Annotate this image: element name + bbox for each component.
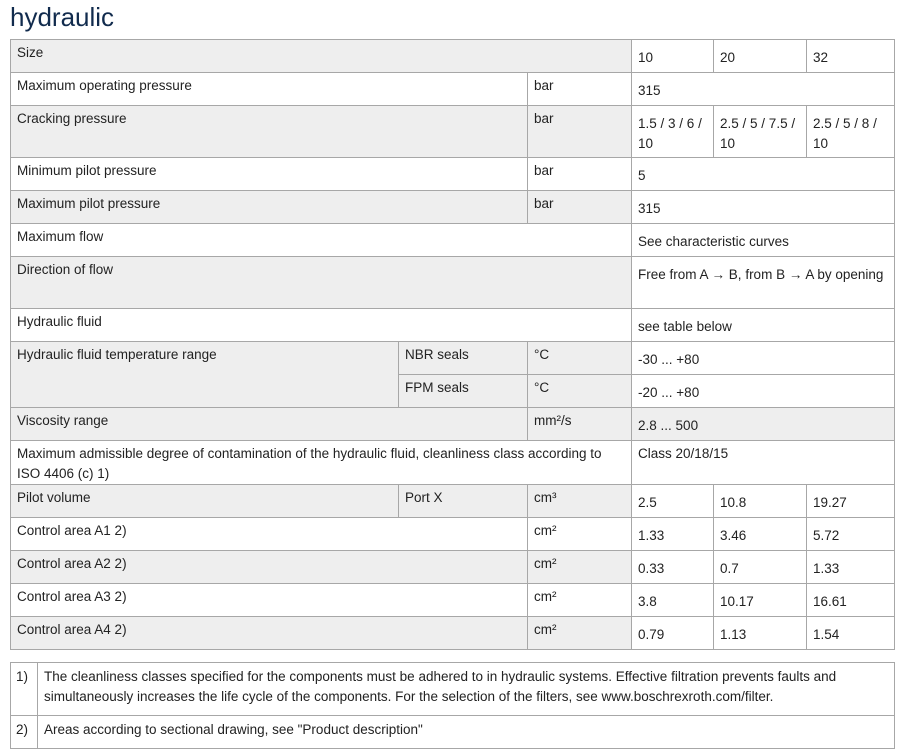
- row-label: Minimum pilot pressure: [11, 158, 528, 191]
- row-label: Control area A1 2): [11, 518, 528, 551]
- table-row: [11, 191, 895, 224]
- row-unit: cm²: [528, 518, 632, 551]
- row-value: 1.5 / 3 / 6 / 10: [632, 106, 714, 158]
- row-sublabel: NBR seals: [399, 342, 528, 375]
- page-title: hydraulic: [10, 2, 115, 32]
- table-row: [11, 158, 895, 191]
- spec-table: [10, 39, 895, 650]
- table-row: [11, 73, 895, 106]
- row-label: Cracking pressure: [11, 106, 528, 158]
- row-unit: cm²: [528, 551, 632, 584]
- row-label: Hydraulic fluid: [11, 309, 632, 342]
- table-row: [11, 224, 895, 257]
- row-unit: mm²/s: [528, 408, 632, 441]
- table-row: [11, 342, 895, 375]
- row-value: 5.72: [807, 518, 895, 551]
- row-unit: bar: [528, 73, 632, 106]
- footnote-text: The cleanliness classes specified for the components must be adhered to in hydraulic systems. Effective filtration prevents faults and simultaneously increases the life cycle of the components. For the selection of the filters, see www.boschrexroth.com/filter.: [38, 663, 895, 716]
- row-label: Control area A3 2): [11, 584, 528, 617]
- table-row: [11, 584, 895, 617]
- row-value: 2.8 ... 500: [632, 408, 895, 441]
- size-32: 32: [807, 40, 895, 73]
- row-label: Viscosity range: [11, 408, 528, 441]
- row-label: Maximum admissible degree of contamination of the hydraulic fluid, cleanliness class according to ISO 4406 (c) 1): [11, 441, 632, 485]
- row-sublabel: Port X: [399, 485, 528, 518]
- row-label: Control area A4 2): [11, 617, 528, 650]
- size-10: 10: [632, 40, 714, 73]
- size-20: 20: [714, 40, 807, 73]
- row-unit: cm²: [528, 617, 632, 650]
- row-label: Maximum operating pressure: [11, 73, 528, 106]
- row-value: 1.54: [807, 617, 895, 650]
- table-row: [11, 441, 895, 485]
- row-value: -20 ... +80: [632, 375, 895, 408]
- row-value: Class 20/18/15: [632, 441, 895, 485]
- row-value: Free from A → B, from B → A by opening: [632, 257, 895, 309]
- row-value: 10.8: [714, 485, 807, 518]
- row-sublabel: FPM seals: [399, 375, 528, 408]
- table-row: [11, 518, 895, 551]
- row-unit: cm²: [528, 584, 632, 617]
- row-value: 315: [632, 191, 895, 224]
- row-value: -30 ... +80: [632, 342, 895, 375]
- row-unit: °C: [528, 375, 632, 408]
- row-value: 0.33: [632, 551, 714, 584]
- row-value: 3.8: [632, 584, 714, 617]
- row-value: See characteristic curves: [632, 224, 895, 257]
- footnote-number: 2): [11, 716, 38, 749]
- table-row: [11, 485, 895, 518]
- row-label: Direction of flow: [11, 257, 632, 309]
- row-value: 5: [632, 158, 895, 191]
- row-value: 1.13: [714, 617, 807, 650]
- table-row: [11, 408, 895, 441]
- row-unit: bar: [528, 191, 632, 224]
- row-value: 315: [632, 73, 895, 106]
- row-value: 16.61: [807, 584, 895, 617]
- row-label: Hydraulic fluid temperature range: [11, 342, 399, 408]
- row-label: Pilot volume: [11, 485, 399, 518]
- table-row: [11, 257, 895, 309]
- table-row: [11, 309, 895, 342]
- row-label: Maximum pilot pressure: [11, 191, 528, 224]
- row-unit: °C: [528, 342, 632, 375]
- row-unit: bar: [528, 106, 632, 158]
- footnote-number: 1): [11, 663, 38, 716]
- row-value: 0.79: [632, 617, 714, 650]
- row-value: 3.46: [714, 518, 807, 551]
- table-row: [11, 551, 895, 584]
- row-unit: cm³: [528, 485, 632, 518]
- footnote-row: [11, 716, 895, 749]
- row-value: 2.5: [632, 485, 714, 518]
- row-label: Control area A2 2): [11, 551, 528, 584]
- row-value: 2.5 / 5 / 7.5 / 10: [714, 106, 807, 158]
- row-value: see table below: [632, 309, 895, 342]
- row-value: 0.7: [714, 551, 807, 584]
- row-label: Size: [11, 40, 632, 73]
- footnotes-table: [10, 662, 895, 749]
- footnote-row: [11, 663, 895, 716]
- footnote-text: Areas according to sectional drawing, see "Product description": [38, 716, 895, 749]
- row-unit: bar: [528, 158, 632, 191]
- table-row: [11, 40, 895, 73]
- row-label: Maximum flow: [11, 224, 632, 257]
- table-row: [11, 617, 895, 650]
- row-value: 10.17: [714, 584, 807, 617]
- row-value: 19.27: [807, 485, 895, 518]
- row-value: 1.33: [632, 518, 714, 551]
- row-value: 2.5 / 5 / 8 / 10: [807, 106, 895, 158]
- table-row: [11, 106, 895, 158]
- row-value: 1.33: [807, 551, 895, 584]
